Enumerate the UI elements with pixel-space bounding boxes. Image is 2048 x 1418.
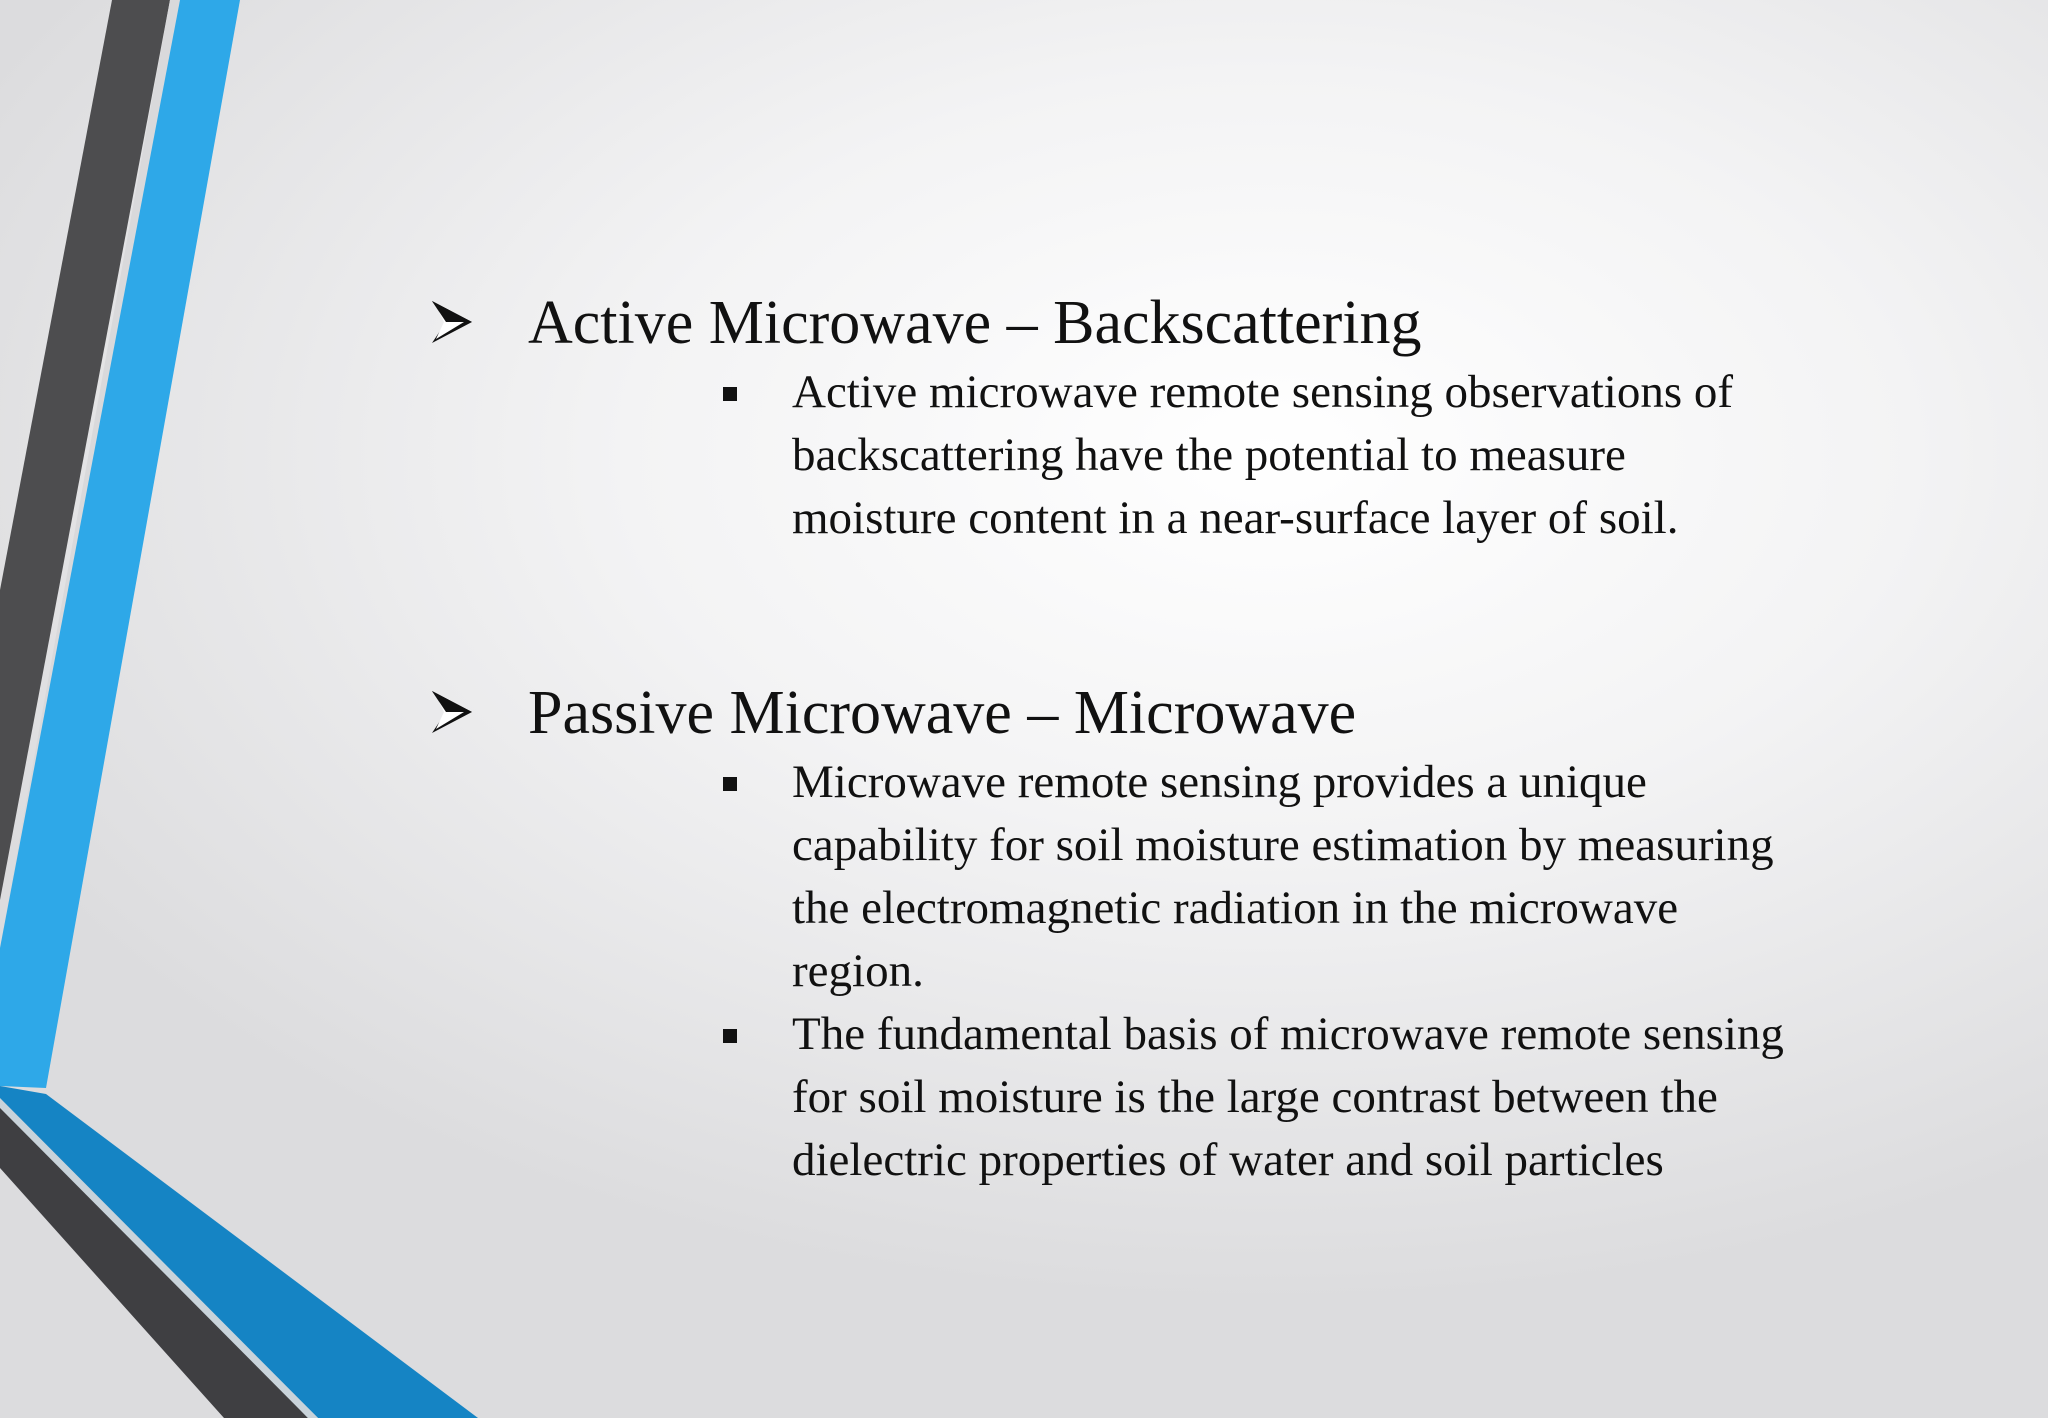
section-heading: Passive Microwave – Microwave <box>528 679 1357 747</box>
square-bullet-icon <box>723 387 737 401</box>
sub-bullet-list <box>718 361 1798 550</box>
section-heading: Active Microwave – Backscattering <box>528 289 1422 357</box>
list-item <box>718 751 1798 1003</box>
section-active-microwave <box>430 287 1850 550</box>
section-passive-microwave <box>430 677 1850 1192</box>
section-heading-row <box>430 287 1850 365</box>
sub-bullet-list <box>718 751 1798 1192</box>
list-item <box>718 1003 1798 1192</box>
list-item-text: Active microwave remote sensing observations of backscattering have the potential to measure moisture content in a near-surface layer of soil. <box>792 366 1734 544</box>
list-item-text: The fundamental basis of microwave remote sensing for soil moisture is the large contrast between the dielectric properties of water and soil particles <box>792 1008 1784 1186</box>
section-heading-row <box>430 677 1850 755</box>
square-bullet-icon <box>723 777 737 791</box>
arrowhead-bullet-icon <box>430 299 474 345</box>
list-item-text: Microwave remote sensing provides a unique capability for soil moisture estimation by measuring the electromagnetic radiation in the microwave region. <box>792 756 1774 997</box>
list-item <box>718 361 1798 550</box>
arrowhead-bullet-icon <box>430 689 474 735</box>
square-bullet-icon <box>723 1029 737 1043</box>
